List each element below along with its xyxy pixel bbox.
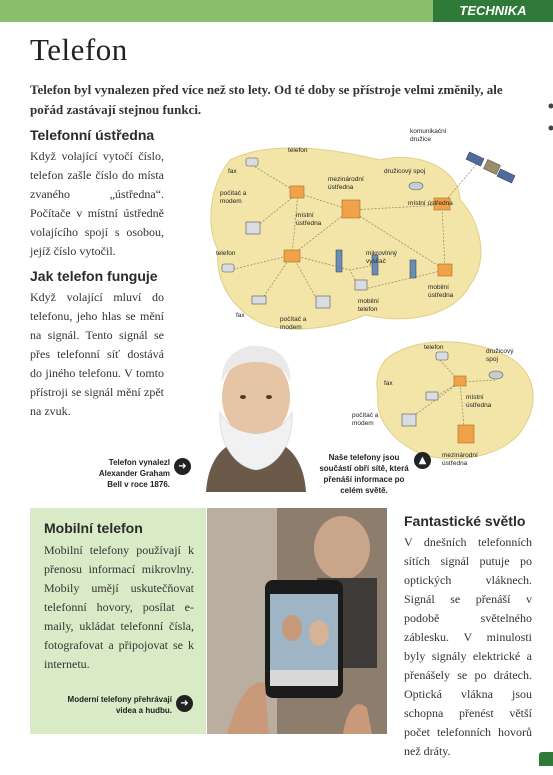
section-text-exchange: Když volající vytočí číslo, telefon zašle číslo do místa zvaného „ústředna“. Počítače v místní ústředně volajícího spojí s osobou, jejíž číslo vytočil. [30,149,164,258]
exchange-box [284,250,300,262]
label-phone-top: telefon [288,147,308,154]
computer-icon [246,222,260,234]
fiber-heading: Fantastické světlo [404,513,526,529]
land-mass-top [211,148,481,329]
fax-icon [426,392,438,400]
page-title: Telefon [30,32,128,67]
computer-icon [402,414,416,426]
label-satellite-link-top: družicový spoj [384,168,426,175]
mobile-caption: Moderní telefony přehrávají videa a hudbu. [67,695,172,715]
exchange-box [454,376,466,386]
arrow-up-icon: ▲ [414,452,431,469]
telephone-icon [246,158,258,166]
fiber-text: V dnešních telefonních sítích signál putuje po optických vláknech. Signál se přenáší v podobě světelného záblesku. V minulosti byly signály elektrické a přenášely se po drátech. Optická vlákna jsou schopna přenést větší počet telefonních hovorů než dráty. [404,535,532,758]
label-satellite: komunikační družice [410,128,447,143]
label-satellite-link-right: družicový spoj [486,348,514,363]
label-pc-bottom: počítač a modem [280,316,307,331]
caption-bell: Telefon vynalezl Alexander Graham Bell v roce 1876. [98,458,170,489]
exchange-box [458,425,474,443]
section-label: TECHNIKA [433,0,553,22]
mobile-text: Mobilní telefony používají k přenosu informací mikrovlny. Mobily umějí uskutečňovat telefonní hovory, posílat e-maily, ukládat telefonní čísla, fotografovat a připojovat se k internetu. [44,543,194,671]
label-mobile-phone: mobilní telefon [358,298,379,313]
smartphone-photo [207,508,387,734]
label-pc-right: počítač a modem [352,412,379,427]
label-pc-left: počítač a modem [220,190,247,205]
satellite-dish-icon [409,182,423,190]
lead-paragraph: Telefon byl vynalezen před více než sto lety. Od té doby se přístroje velmi změnily, ale pořád zastávají stejnou funkci. [30,82,503,117]
label-intl-exchange-top: mezinárodní ústředna [328,176,364,191]
section-text-how: Když volající mluví do telefonu, jeho hlas se mění na signál. Tento signál se přes telefonní síť dostává do jiného telefonu. V tomto přístroji se signál mění zpět na zvuk. [30,290,164,418]
exchange-box [342,200,360,218]
telephone-icon [436,352,448,360]
exchange-box [438,264,452,276]
label-fax-bottom: fax [236,312,245,319]
computer-icon [316,296,330,308]
label-phone-left: telefon [216,250,236,257]
label-fax-left: fax [228,168,237,175]
mobile-phone-icon [355,280,367,290]
page-corner-tab [539,752,553,766]
label-local-exchange-center: místní ústředna [296,212,322,227]
mobile-heading: Mobilní telefon [44,520,143,536]
telephone-icon [222,264,234,272]
arrow-right-icon: ➜ [176,695,193,712]
bell-portrait [196,342,316,492]
section-heading-how: Jak telefon funguje [30,268,158,284]
label-local-exchange-right: místní ústředna [466,394,492,409]
microwave-tower-icon [410,260,416,278]
label-mobile-exchange: mobilní ústředna [428,284,454,299]
exchange-box [290,186,304,198]
caption-network: Naše telefony jsou součástí obří sítě, která přenáší informace po celém světě. [319,453,409,495]
label-intl-exchange-right: mezinárodní ústředna [442,452,478,467]
arrow-right-icon: ➜ [174,458,191,475]
section-heading-exchange: Telefonní ústředna [30,127,155,143]
microwave-tower-icon [336,250,342,272]
fax-icon [252,296,266,304]
margin-dots [545,100,553,134]
satellite-dish-icon [489,371,503,379]
label-microwave: mikrovlnný vysílač [366,250,398,265]
label-phone-right: telefon [424,344,444,351]
label-fax-right: fax [384,380,393,387]
label-local-exchange-top: místní ústředna [408,200,453,207]
